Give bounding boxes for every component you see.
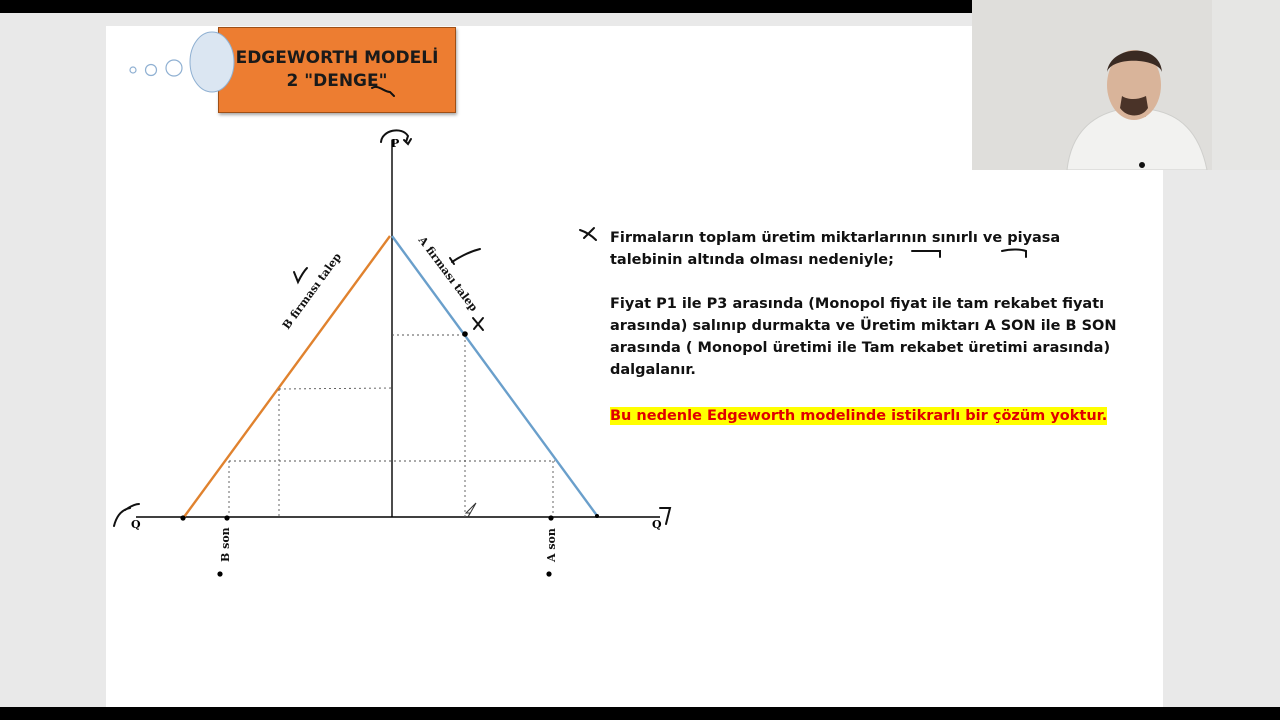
conclusion-highlight-text: Bu nedenle Edgeworth modelinde istikrarlı bir çözüm yoktur.	[610, 408, 1108, 424]
axis-q-left-label: Q	[131, 518, 141, 531]
b-son-label: B son	[219, 527, 232, 562]
mouse-cursor-icon	[466, 503, 476, 517]
presenter-webcam	[972, 0, 1280, 170]
demand-a-label: A firması talep	[415, 233, 481, 314]
axis-q-right-label: Q	[652, 518, 662, 531]
thought-bubble-decoration	[130, 32, 234, 92]
a-son-label: A son	[545, 528, 558, 562]
demand-line-a	[392, 236, 598, 517]
demand-line-b	[184, 236, 390, 517]
explanation-paragraph-2: Fiyat P1 ile P3 arasında (Monopol fiyat ile tam rekabet fiyatı arasında) salınıp durmakta ve Üretim miktarı A SON ile B SON arasında ( Monopol üretimi ile Tam rekabet üretimi arasında) dalgalanır.	[610, 296, 1117, 378]
axis-p-label: P	[391, 137, 400, 150]
title-line-1: EDGEWORTH MODELİ	[235, 48, 439, 68]
conclusion-paragraph	[610, 405, 1130, 427]
explanation-paragraph-1: Firmaların toplam üretim miktarlarının sınırlı ve piyasa talebinin altında olması nedeniyle;	[610, 230, 1061, 268]
axis-points	[180, 331, 599, 576]
presenter-silhouette	[972, 0, 1280, 170]
demand-b-label: B firması talep	[279, 250, 344, 332]
title-line-2: 2 "DENGE"	[286, 71, 388, 91]
bottom-letterbox	[0, 707, 1280, 720]
